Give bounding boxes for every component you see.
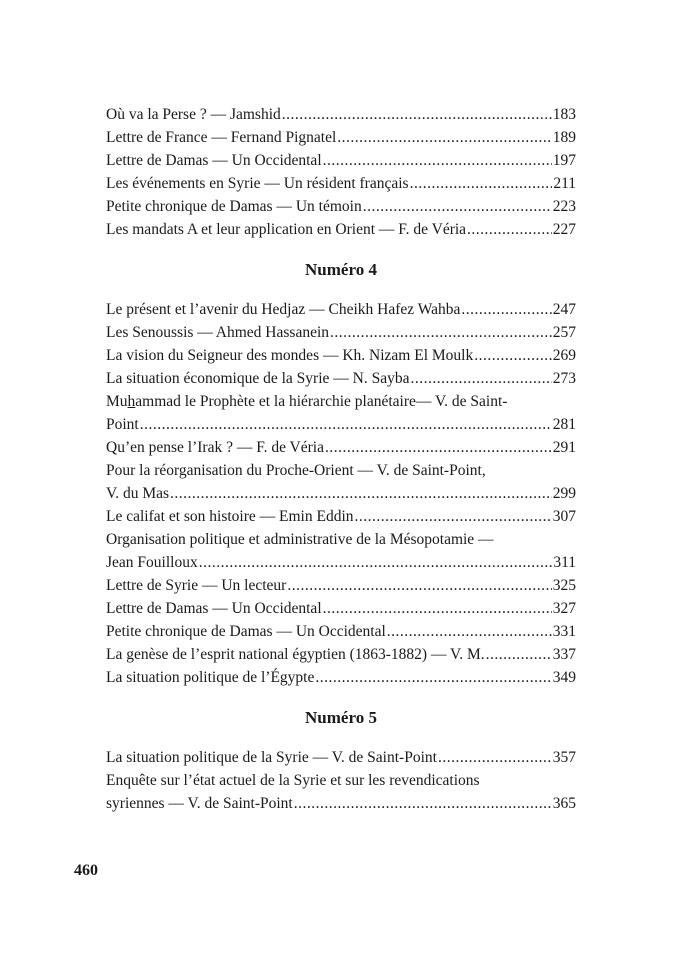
leader-dots [330,321,552,344]
toc-entry[interactable] [106,746,576,769]
entry-page: 337 [552,646,576,663]
leader-dots [467,218,552,241]
table-of-contents [106,103,576,815]
leader-dots [363,195,552,218]
page-number: 460 [74,862,98,879]
leader-dots [170,482,552,505]
toc-entry[interactable] [106,149,576,172]
leader-dots [294,792,552,815]
entry-title-line1: Organisation politique et administrative de la Mésopotamie — [106,531,494,548]
leader-dots [199,551,553,574]
entry-page: 291 [552,439,576,456]
toc-entry[interactable] [106,666,576,689]
entry-page: 273 [552,370,576,387]
entry-title: Où va la Perse ? — Jamshid [106,106,281,123]
entry-title: Lettre de Damas — Un Occidental [106,152,322,169]
toc-entry[interactable] [106,298,576,321]
leader-dots [323,597,552,620]
entry-title: Lettre de Damas — Un Occidental [106,600,322,617]
leader-dots [355,505,552,528]
leader-dots [474,344,552,367]
title-part: Mu [106,393,128,410]
toc-entry[interactable] [106,172,576,195]
entry-page: 211 [553,175,576,192]
leader-dots [282,103,552,126]
entry-page: 311 [553,554,576,571]
entry-page: 247 [552,301,576,318]
toc-entry[interactable] [106,103,576,126]
leader-dots [486,643,552,666]
leader-dots [387,620,552,643]
entry-title: Le présent et l’avenir du Hedjaz — Cheikh Hafez Wahba [106,301,461,318]
leader-dots [410,367,551,390]
leader-dots [323,149,552,172]
entry-title: Le califat et son histoire — Emin Eddin [106,508,354,525]
toc-entry[interactable] [106,528,576,574]
entry-title-line2: Jean Fouilloux [106,554,198,571]
toc-entry[interactable] [106,195,576,218]
leader-dots [325,436,552,459]
entry-title-line2: syriennes — V. de Saint-Point [106,795,293,812]
entry-page: 227 [552,221,576,238]
entry-title-line2-row [106,482,576,505]
entry-title: La situation politique de l’Égypte [106,669,315,686]
entry-title-line1 [106,390,576,413]
entry-page: 257 [552,324,576,341]
entry-page: 189 [552,129,576,146]
leader-dots [287,574,551,597]
entry-page: 327 [552,600,576,617]
toc-entry[interactable] [106,620,576,643]
entry-title: Lettre de France — Fernand Pignatel [106,129,337,146]
entry-page: 357 [552,749,576,766]
entry-page: 325 [552,577,576,594]
toc-entry[interactable] [106,126,576,149]
toc-entry[interactable] [106,643,576,666]
entry-page: 197 [552,152,576,169]
section-numero-4 [106,258,576,689]
toc-entry[interactable] [106,597,576,620]
toc-entry[interactable] [106,505,576,528]
entry-title: La situation politique de la Syrie — V. de Saint-Point [106,749,437,766]
entry-title-line2: Point [106,416,139,433]
entry-title: Les mandats A et leur application en Orient — F. de Véria [106,221,467,238]
leader-dots [438,746,552,769]
toc-entry[interactable] [106,344,576,367]
entry-page: 223 [552,198,576,215]
leader-dots [337,126,551,149]
entry-title-line2-row [106,551,576,574]
toc-entry[interactable] [106,436,576,459]
toc-entry[interactable] [106,321,576,344]
entry-title-line2: V. du Mas [106,485,170,502]
leader-dots [140,413,552,436]
entry-title: Les Senoussis — Ahmed Hassanein [106,324,330,341]
toc-entry[interactable] [106,574,576,597]
title-part: ammad le Prophète et la hiérarchie planétaire— V. de Saint- [135,393,508,410]
entry-title: La vision du Seigneur des mondes — Kh. Nizam El Moulk [106,347,474,364]
entry-title-line1: Enquête sur l’état actuel de la Syrie et sur les revendications [106,772,480,789]
entry-title: Petite chronique de Damas — Un Occidental [106,623,386,640]
entry-title: Lettre de Syrie — Un lecteur [106,577,287,594]
underlined-letter: h [127,393,136,410]
entry-title: Qu’en pense l’Irak ? — F. de Véria [106,439,324,456]
entry-page: 281 [552,416,576,433]
entry-title: Petite chronique de Damas — Un témoin [106,198,362,215]
entry-title-line2-row [106,413,576,436]
leader-dots [410,172,553,195]
entry-page: 183 [552,106,576,123]
entry-title-line2-row [106,792,576,815]
entry-page: 299 [552,485,576,502]
entry-page: 307 [552,508,576,525]
toc-entry[interactable] [106,459,576,505]
toc-entry[interactable] [106,769,576,815]
entry-title: La situation économique de la Syrie — N. Sayba [106,370,410,387]
toc-entry[interactable] [106,390,576,436]
entry-page: 269 [552,347,576,364]
section-continued [106,103,576,241]
entry-page: 349 [552,669,576,686]
section-heading: Numéro 4 [305,260,377,279]
entry-title: La genèse de l’esprit national égyptien (1863-1882) — V. M. [106,646,485,663]
entry-page: 365 [552,795,576,812]
toc-entry[interactable] [106,218,576,241]
section-heading: Numéro 5 [305,708,377,727]
entry-title: Les événements en Syrie — Un résident français [106,175,409,192]
leader-dots [315,666,551,689]
entry-title-line1: Pour la réorganisation du Proche-Orient — V. de Saint-Point, [106,462,486,479]
section-numero-5 [106,706,576,815]
entry-page: 331 [552,623,576,640]
leader-dots [461,298,551,321]
toc-entry[interactable] [106,367,576,390]
